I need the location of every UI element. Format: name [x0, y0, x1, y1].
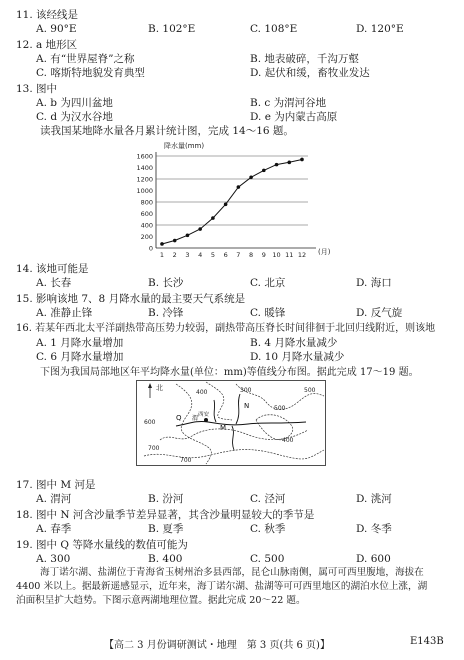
x-tick-label: 8 [249, 251, 254, 259]
x-tick-label: 4 [198, 251, 203, 259]
q11-option-a: A. 90°E [36, 23, 77, 35]
q15-option-c: C. 暖锋 [250, 307, 286, 319]
data-point [249, 175, 253, 179]
y-tick-label: 1000 [136, 187, 153, 195]
data-point [186, 234, 190, 238]
chart-ylabel: 降水量(mm) [164, 142, 205, 150]
q14-stem: 14. 该地可能是 [16, 263, 89, 275]
data-point [198, 227, 202, 231]
data-point [237, 185, 241, 189]
q11-option-d: D. 120°E [356, 23, 404, 35]
city-label: 西安 [198, 412, 210, 418]
x-tick-label: 12 [297, 251, 307, 259]
contour-value: 300 [240, 387, 252, 394]
y-tick-label: 400 [140, 221, 153, 230]
q13-stem: 13. 图中 [16, 83, 58, 95]
x-tick-label: 7 [236, 251, 241, 259]
q14-option-c: C. 北京 [250, 277, 286, 289]
data-point [287, 161, 291, 165]
q15-option-a: A. 准静止锋 [36, 307, 93, 319]
q16-option-b: B. 4 月降水量减少 [250, 337, 338, 349]
q15-stem: 15. 影响该地 7、8 月降水量的最主要天气系统是 [16, 293, 246, 305]
q13-option-d: D. e 为内蒙古高原 [250, 111, 338, 123]
x-tick-label: 3 [185, 251, 190, 259]
intro-20-22-line3: 泊面积呈扩大趋势。下图示意两湖地理位置。据此完成 20～22 题。 [16, 595, 306, 606]
q17-option-a: A. 渭河 [36, 493, 72, 505]
q14-option-b: B. 长沙 [148, 277, 184, 289]
q16-option-c: C. 6 月降水量增加 [36, 351, 124, 363]
data-point [211, 216, 215, 220]
q11-stem: 11. 该经线是 [16, 9, 79, 21]
q17-option-d: D. 洮河 [356, 493, 392, 505]
north-label: 北 [156, 384, 163, 392]
q13-option-a: A. b 为四川盆地 [36, 97, 113, 109]
y-tick-label: 1400 [136, 164, 153, 172]
contour-value: 400 [282, 437, 294, 444]
q19-option-b: B. 400 [148, 553, 183, 565]
precipitation-chart [120, 138, 340, 260]
intro-14-16: 读我国某地降水量各月累计统计图，完成 14～16 题。 [40, 125, 294, 137]
q11-option-b: B. 102°E [148, 23, 196, 35]
q14-option-d: D. 海口 [356, 277, 392, 289]
y-tick-label: 0 [148, 244, 153, 253]
q19-stem: 19. 图中 Q 等降水量线的数值可能为 [16, 539, 188, 551]
intro-17-19: 下图为我国局部地区年平均降水量(单位：mm)等值线分布图。据此完成 17～19 题。 [40, 367, 419, 378]
q17-option-b: B. 汾河 [148, 493, 184, 505]
y-tick-label: 1200 [136, 175, 153, 184]
label-m: M [220, 424, 227, 432]
y-tick-label: 800 [140, 198, 153, 207]
data-point [300, 158, 304, 162]
contour-map [136, 380, 326, 466]
q11-option-c: C. 108°E [250, 23, 298, 35]
intro-20-22-line1: 海丁诺尔湖、盐湖位于青海省玉树州治多县西部，昆仑山脉南侧，属可可西里腹地，海拔在 [40, 567, 424, 578]
data-point [173, 239, 177, 243]
x-tick-label: 6 [223, 251, 228, 259]
q19-option-a: A. 300 [36, 553, 71, 565]
q17-option-c: C. 泾河 [250, 493, 286, 505]
q17-stem: 17. 图中 M 河是 [16, 479, 96, 491]
q16-stem: 16. 若某年西北太平洋副热带高压势力较弱，副热带高压脊长时间徘徊于北回归线附近，则该地 [16, 323, 436, 334]
x-tick-label: 9 [261, 251, 266, 259]
contour-value: 400 [196, 389, 208, 396]
q18-option-c: C. 秋季 [250, 523, 286, 535]
contour-value: 500 [304, 387, 316, 394]
data-point [275, 163, 279, 167]
x-tick-label: 5 [210, 251, 215, 259]
data-point [160, 242, 164, 246]
contour-value: 500 [274, 405, 286, 412]
q13-option-c: C. d 为汉水谷地 [36, 111, 113, 123]
label-q: Q [176, 414, 182, 422]
q18-stem: 18. 图中 N 河含沙量季节差异显著，其含沙量明显较大的季节是 [16, 509, 315, 521]
q19-option-d: D. 600 [356, 553, 391, 565]
contour-value: 700 [180, 457, 192, 464]
page-footer [0, 636, 464, 650]
data-point [262, 169, 266, 173]
x-tick-label: 2 [172, 251, 177, 259]
intro-20-22-line2: 4400 米以上。据最新遥感显示，近年来，海丁诺尔湖、盐湖等可可西里地区的湖泊水位上涨，湖 [16, 581, 428, 592]
q12-option-b: B. 地表破碎，千沟万壑 [250, 53, 359, 65]
contour-value: 700 [148, 445, 160, 452]
q12-option-c: C. 喀斯特地貌发育典型 [36, 67, 145, 79]
q13-option-b: B. c 为渭河谷地 [250, 97, 327, 109]
q12-option-a: A. 有“世界屋脊”之称 [36, 53, 135, 65]
x-tick-label: 10 [272, 251, 281, 259]
x-tick-label: 11 [285, 251, 294, 259]
q18-option-d: D. 冬季 [356, 523, 392, 535]
q18-option-a: A. 春季 [36, 523, 72, 535]
q12-option-d: D. 起伏和缓，畜牧业发达 [250, 67, 370, 79]
q15-option-d: D. 反气旋 [356, 307, 403, 319]
q16-option-d: D. 10 月降水量减少 [250, 351, 345, 363]
x-tick-label: 1 [159, 251, 165, 259]
footer-code: E143B [410, 636, 444, 647]
q16-option-a: A. 1 月降水量增加 [36, 337, 124, 349]
y-tick-label: 600 [140, 210, 153, 218]
label-wei: 渭 [192, 415, 199, 422]
footer-title: 【高二 3 月份调研测试・地理 第 3 页(共 6 页)】 [104, 640, 330, 651]
q12-stem: 12. a 地形区 [16, 39, 78, 51]
chart-xlabel: (月) [318, 248, 331, 256]
map-frame [137, 381, 326, 466]
data-point [224, 203, 228, 207]
contour-value: 600 [144, 419, 156, 426]
q19-option-c: C. 500 [250, 553, 285, 565]
y-tick-label: 200 [140, 233, 153, 241]
q14-option-a: A. 长春 [36, 277, 72, 289]
city-marker [204, 418, 208, 422]
q15-option-b: B. 冷锋 [148, 307, 184, 319]
y-tick-label: 1600 [136, 152, 153, 161]
label-n: N [244, 402, 250, 410]
q18-option-b: B. 夏季 [148, 523, 184, 535]
